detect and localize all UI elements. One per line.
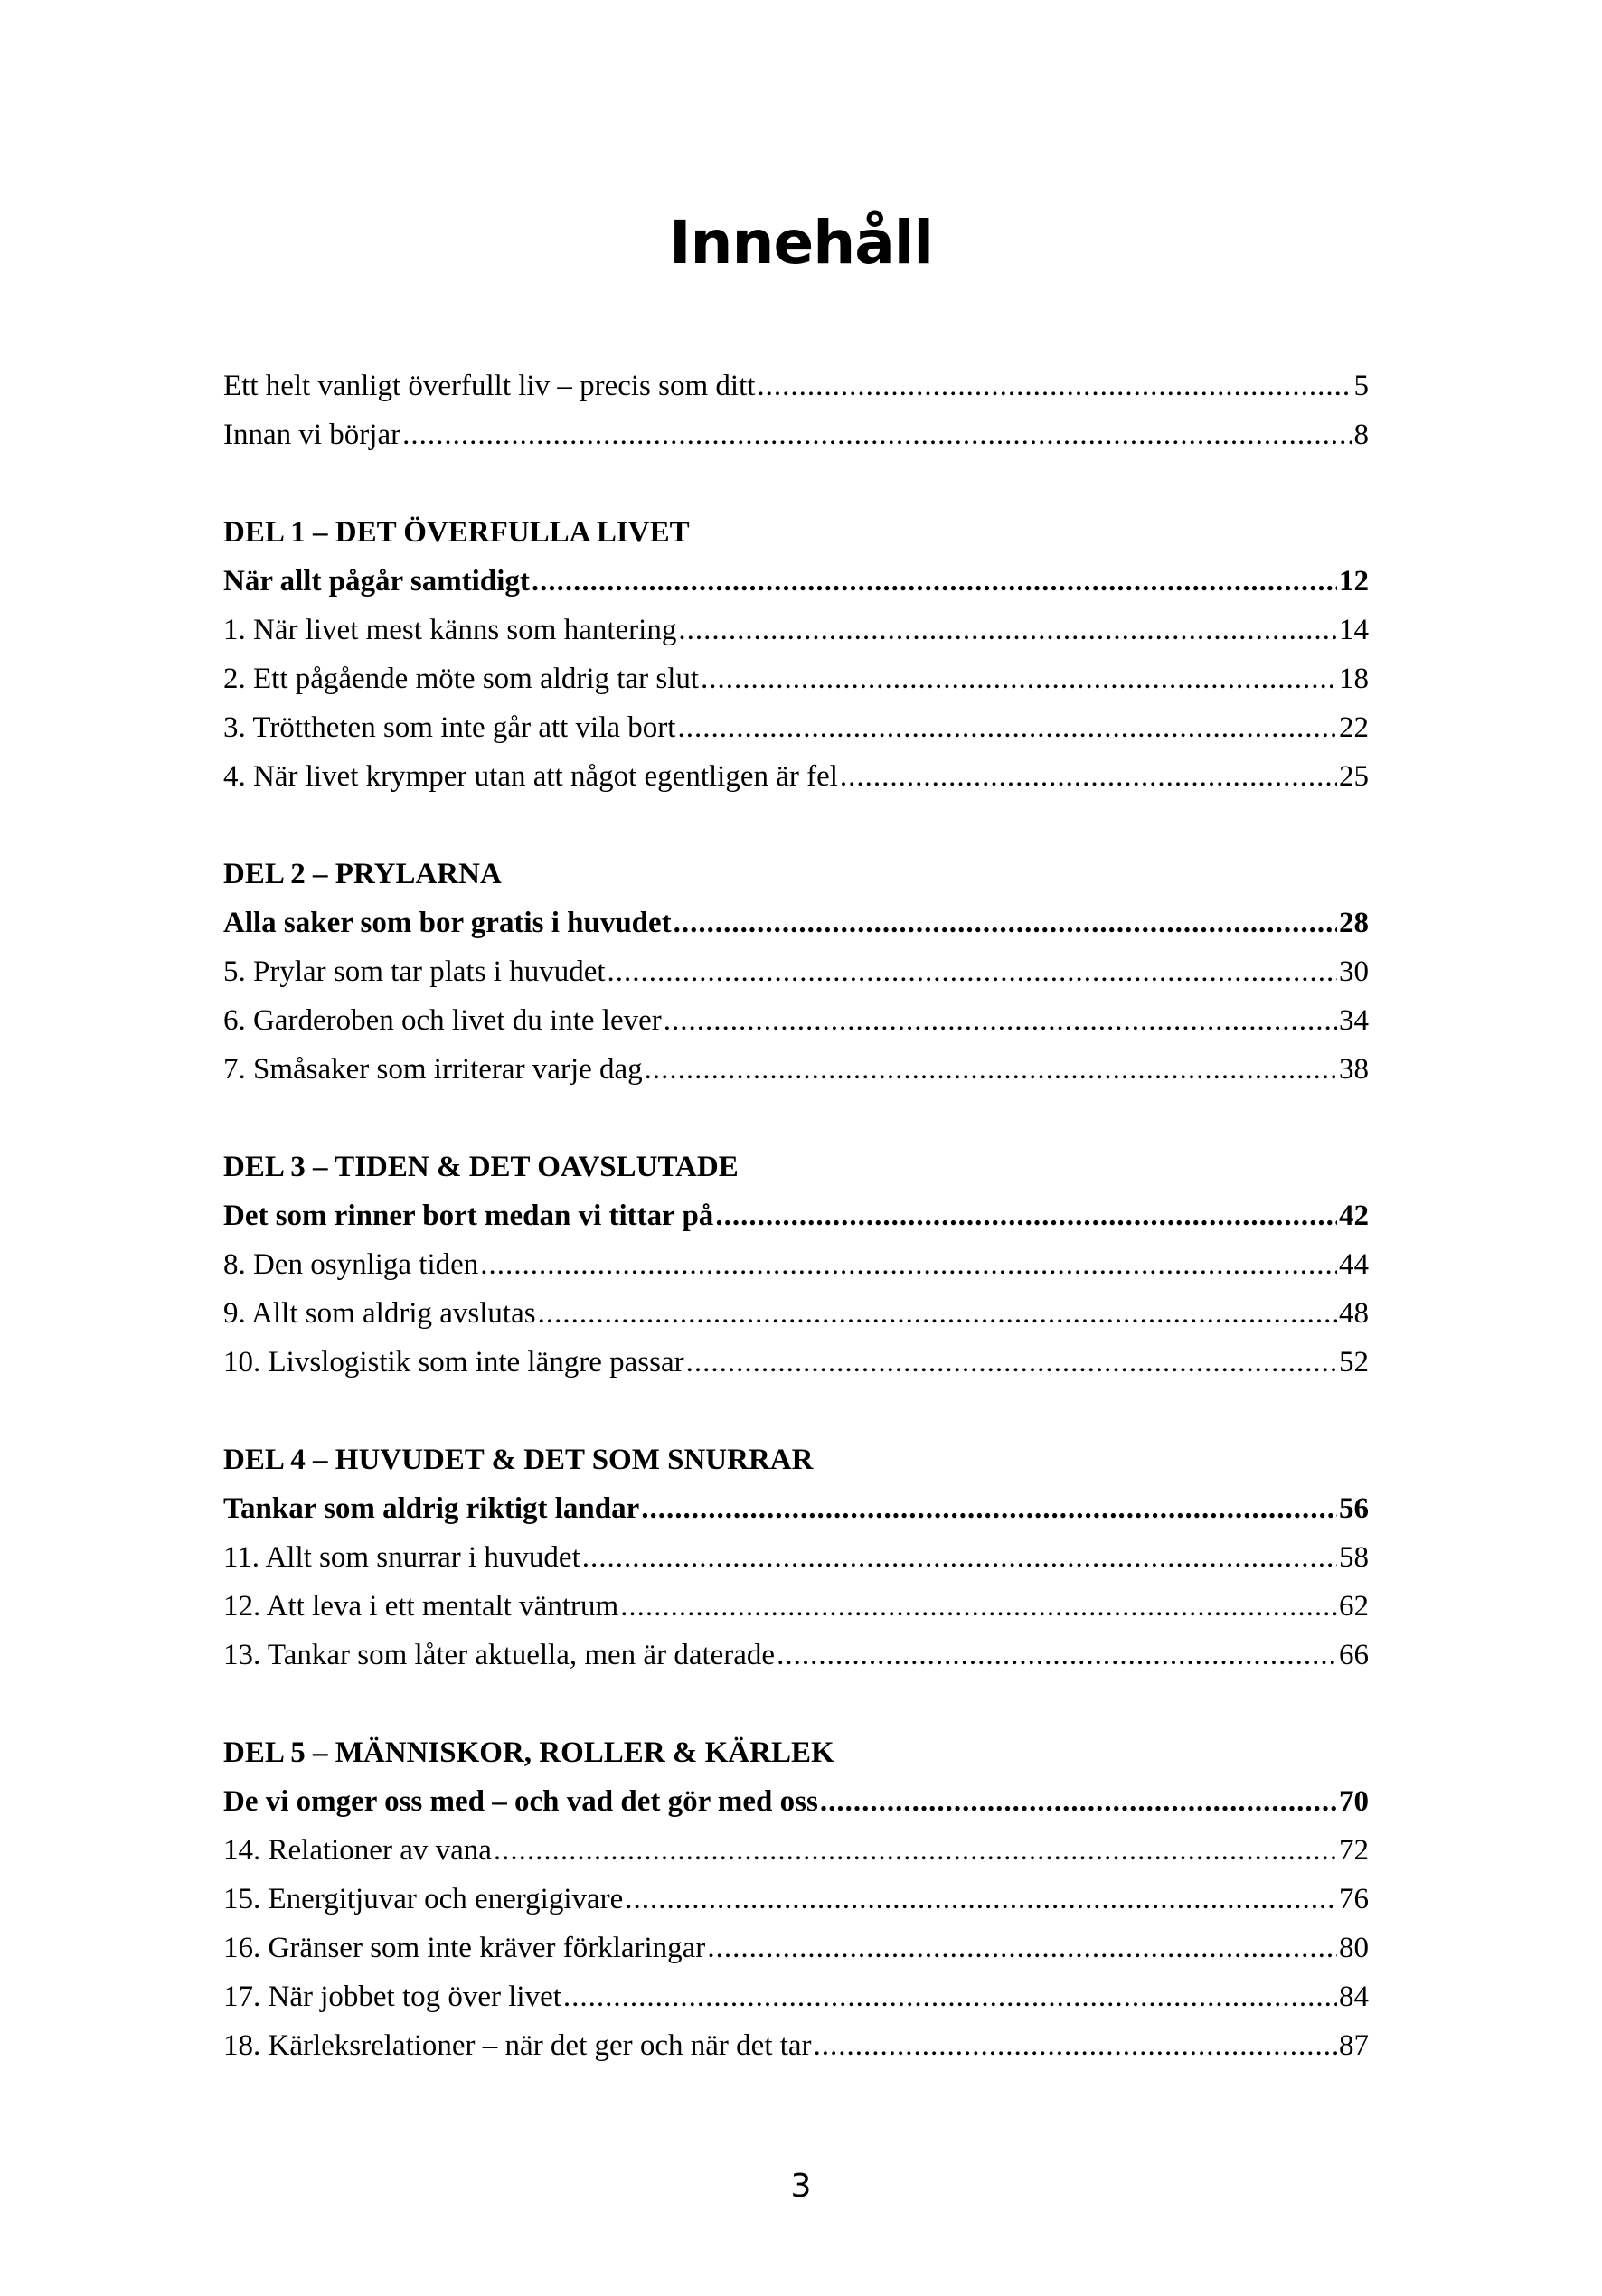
toc-entry-label: 13. Tankar som låter aktuella, men är daterade (223, 1639, 776, 1671)
part-heading: DEL 4 – HUVUDET & DET SOM SNURRAR (223, 1444, 814, 1476)
toc-entry-page: 8 (1353, 419, 1369, 451)
toc-entry-page: 18 (1339, 663, 1369, 695)
page-title: Innehåll (668, 208, 934, 278)
toc-entry-label: 7. Småsaker som irriterar varje dag (223, 1053, 643, 1086)
toc-entry[interactable] (223, 1240, 1369, 1289)
toc-entry-label: 12. Att leva i ett mentalt väntrum (223, 1590, 619, 1623)
dot-leader (480, 1240, 1337, 1289)
toc-entry-page: 80 (1339, 1932, 1369, 1964)
dot-leader (707, 1924, 1337, 1972)
dot-leader (608, 947, 1337, 996)
toc-entry[interactable] (223, 2021, 1369, 2070)
toc-entry-label: 17. När jobbet tog över livet (223, 1981, 561, 2013)
toc-entry[interactable] (223, 1533, 1369, 1582)
dot-leader (532, 557, 1337, 606)
toc-entry-page: 52 (1339, 1346, 1369, 1379)
toc-entry-label: 2. Ett pågående möte som aldrig tar slut (223, 663, 700, 695)
toc-entry[interactable] (223, 1289, 1369, 1338)
dot-leader (402, 410, 1352, 459)
dot-leader (820, 1777, 1337, 1826)
dot-leader (840, 752, 1337, 801)
toc-entry[interactable] (223, 703, 1369, 752)
toc-entry-page: 48 (1339, 1297, 1369, 1330)
toc-entry-page: 38 (1339, 1053, 1369, 1086)
toc-entry-page: 42 (1339, 1200, 1369, 1232)
toc-entry[interactable] (223, 1338, 1369, 1387)
dot-leader (686, 1338, 1337, 1387)
toc-entry-label: 15. Energitjuvar och energigivare (223, 1883, 624, 1915)
toc-entry[interactable] (223, 1631, 1369, 1680)
toc-entry-page: 58 (1339, 1541, 1369, 1574)
part-lead-entry[interactable] (223, 557, 1369, 606)
toc-entry[interactable] (223, 1972, 1369, 2021)
dot-leader (664, 996, 1337, 1045)
dot-leader (678, 606, 1337, 654)
toc-entry-page: 76 (1339, 1883, 1369, 1915)
toc-entry[interactable] (223, 606, 1369, 654)
page-number: 3 (790, 2168, 812, 2205)
toc-entry-label: Ett helt vanligt överfullt liv – precis som ditt (223, 370, 756, 402)
dot-leader (620, 1582, 1337, 1631)
toc-entry-label: Tankar som aldrig riktigt landar (223, 1492, 640, 1525)
part-heading: DEL 2 – PRYLARNA (223, 858, 502, 890)
toc-entry-page: 84 (1339, 1981, 1369, 2013)
toc-entry-page: 22 (1339, 711, 1369, 744)
dot-leader (674, 899, 1337, 947)
toc-entry-page: 28 (1339, 907, 1369, 939)
toc-entry-label: 11. Allt som snurrar i huvudet (223, 1541, 580, 1574)
toc-entry-label: 6. Garderoben och livet du inte lever (223, 1004, 662, 1037)
toc-entry[interactable] (223, 1045, 1369, 1094)
dot-leader (494, 1826, 1337, 1875)
dot-leader (582, 1533, 1337, 1582)
toc-entry-page: 70 (1339, 1785, 1369, 1818)
dot-leader (701, 654, 1337, 703)
toc-entry[interactable] (223, 1875, 1369, 1924)
part-lead-entry[interactable] (223, 1484, 1369, 1533)
part-heading: DEL 1 – DET ÖVERFULLA LIVET (223, 516, 690, 549)
toc-entry-page: 44 (1339, 1248, 1369, 1281)
toc-entry-page: 25 (1339, 760, 1369, 793)
toc-entry[interactable] (223, 1924, 1369, 1972)
toc-entry-label: 5. Prylar som tar plats i huvudet (223, 955, 606, 988)
toc-entry[interactable] (223, 362, 1369, 410)
toc-entry-page: 56 (1339, 1492, 1369, 1525)
toc-entry-page: 30 (1339, 955, 1369, 988)
toc-entry[interactable] (223, 947, 1369, 996)
part-lead-entry[interactable] (223, 1191, 1369, 1240)
dot-leader (757, 362, 1352, 410)
toc-entry-page: 87 (1339, 2029, 1369, 2062)
toc-entry[interactable] (223, 1582, 1369, 1631)
part-lead-entry[interactable] (223, 1777, 1369, 1826)
toc-entry-label: Innan vi börjar (223, 419, 401, 451)
toc-entry[interactable] (223, 654, 1369, 703)
table-of-contents (223, 362, 1369, 2070)
toc-entry[interactable] (223, 1826, 1369, 1875)
toc-entry-page: 62 (1339, 1590, 1369, 1623)
toc-entry-label: När allt pågår samtidigt (223, 565, 530, 598)
part-heading: DEL 3 – TIDEN & DET OAVSLUTADE (223, 1151, 739, 1183)
toc-entry-label: 18. Kärleksrelationer – när det ger och när det tar (223, 2029, 812, 2062)
toc-entry-label: Alla saker som bor gratis i huvudet (223, 907, 672, 939)
dot-leader (645, 1045, 1337, 1094)
toc-entry-label: 1. När livet mest känns som hantering (223, 614, 677, 646)
toc-entry-label: 4. När livet krymper utan att något egentligen är fel (223, 760, 838, 793)
toc-entry-label: 3. Tröttheten som inte går att vila bort (223, 711, 676, 744)
toc-entry-label: 10. Livslogistik som inte längre passar (223, 1346, 684, 1379)
dot-leader (563, 1972, 1337, 2021)
toc-entry[interactable] (223, 410, 1369, 459)
toc-entry-page: 5 (1353, 370, 1369, 402)
part-lead-entry[interactable] (223, 899, 1369, 947)
toc-entry[interactable] (223, 996, 1369, 1045)
toc-entry-label: Det som rinner bort medan vi tittar på (223, 1200, 714, 1232)
part-heading: DEL 5 – MÄNNISKOR, ROLLER & KÄRLEK (223, 1736, 834, 1769)
dot-leader (538, 1289, 1337, 1338)
toc-entry-label: 9. Allt som aldrig avslutas (223, 1297, 536, 1330)
dot-leader (641, 1484, 1337, 1533)
toc-entry-label: 8. Den osynliga tiden (223, 1248, 479, 1281)
dot-leader (814, 2021, 1337, 2070)
toc-entry-label: De vi omger oss med – och vad det gör med oss (223, 1785, 818, 1818)
toc-entry-page: 72 (1339, 1834, 1369, 1867)
toc-entry-page: 66 (1339, 1639, 1369, 1671)
toc-entry-label: 16. Gränser som inte kräver förklaringar (223, 1932, 706, 1964)
toc-entry-page: 34 (1339, 1004, 1369, 1037)
dot-leader (625, 1875, 1337, 1924)
dot-leader (677, 703, 1337, 752)
dot-leader (777, 1631, 1337, 1680)
toc-entry[interactable] (223, 752, 1369, 801)
toc-entry-page: 12 (1339, 565, 1369, 598)
toc-entry-label: 14. Relationer av vana (223, 1834, 492, 1867)
dot-leader (715, 1191, 1337, 1240)
toc-entry-page: 14 (1339, 614, 1369, 646)
